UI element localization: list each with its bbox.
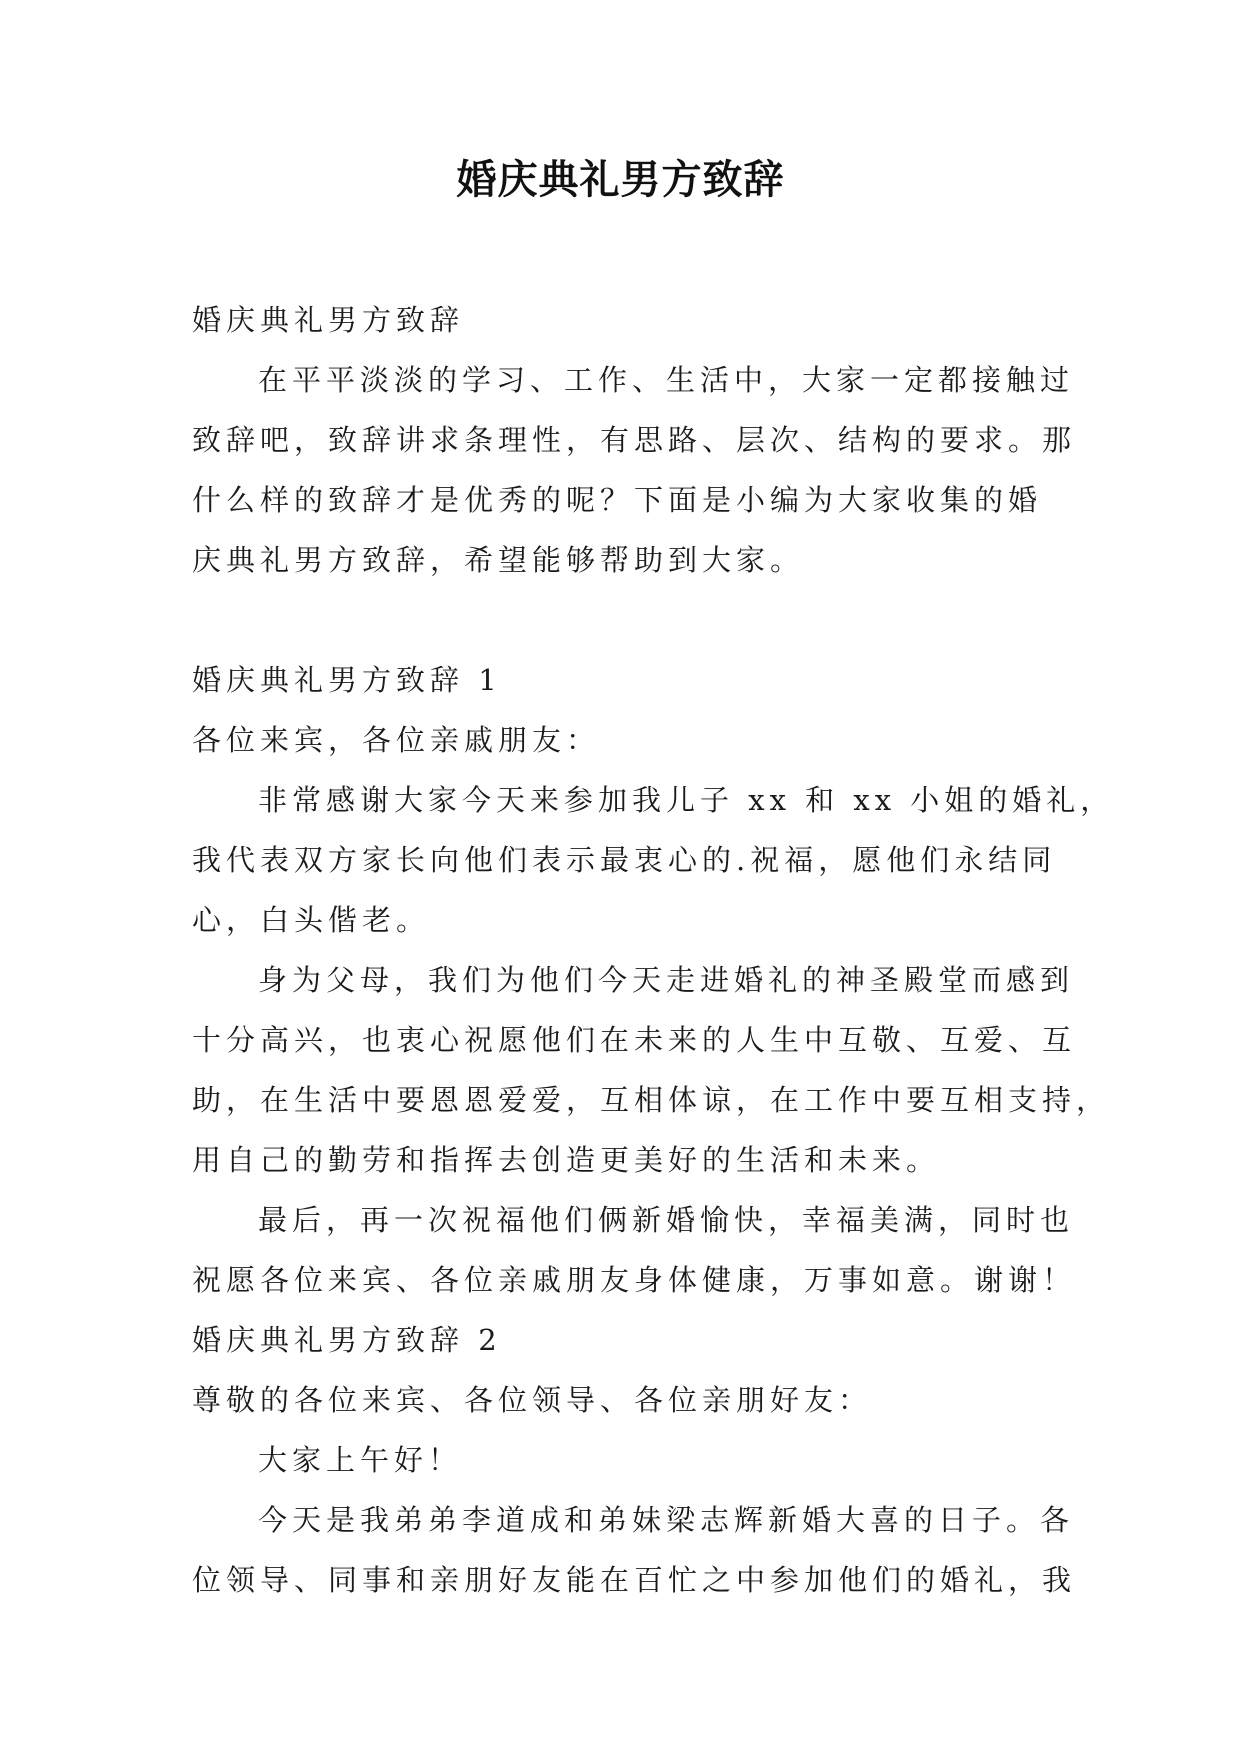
section-heading-1: 婚庆典礼男方致辞 1: [192, 663, 502, 697]
document-title: 婚庆典礼男方致辞: [456, 156, 785, 203]
salutation: 尊敬的各位来宾、各位领导、各位亲朋好友：: [192, 1383, 873, 1417]
salutation: 各位来宾，各位亲戚朋友：: [192, 723, 601, 757]
paragraph-gap: [192, 590, 1052, 650]
intro-paragraph-line: 什么样的致辞才是优秀的呢？下面是小编为大家收集的婚: [192, 483, 1043, 517]
body-paragraph-line: 用自己的勤劳和指挥去创造更美好的生活和未来。: [192, 1143, 941, 1177]
intro-paragraph-line: 在平平淡淡的学习、工作、生活中，大家一定都接触过: [258, 363, 1075, 397]
intro-paragraph-line: 致辞吧，致辞讲求条理性，有思路、层次、结构的要求。那: [192, 423, 1077, 457]
body-paragraph-line: 身为父母，我们为他们今天走进婚礼的神圣殿堂而感到: [258, 963, 1075, 997]
intro-paragraph-line: 庆典礼男方致辞，希望能够帮助到大家。: [192, 543, 805, 577]
body-paragraph-line: 今天是我弟弟李道成和弟妹梁志辉新婚大喜的日子。各: [258, 1503, 1075, 1537]
body-paragraph-line: 祝愿各位来宾、各位亲戚朋友身体健康，万事如意。谢谢！: [192, 1263, 1077, 1297]
greeting-line: 大家上午好！: [258, 1443, 463, 1477]
body-paragraph-line: 助，在生活中要恩恩爱爱，互相体谅，在工作中要互相支持，: [192, 1083, 1111, 1117]
section-heading-2: 婚庆典礼男方致辞 2: [192, 1323, 502, 1357]
body-paragraph-line: 心，白头偕老。: [192, 903, 431, 937]
document-body: [192, 290, 1115, 1610]
body-paragraph-line: 我代表双方家长向他们表示最衷心的.祝福，愿他们永结同: [192, 843, 1057, 877]
intro-heading: 婚庆典礼男方致辞: [192, 303, 465, 337]
body-paragraph-line: 最后，再一次祝福他们俩新婚愉快，幸福美满，同时也: [258, 1203, 1075, 1237]
body-paragraph-line: 位领导、同事和亲朋好友能在百忙之中参加他们的婚礼，我: [192, 1563, 1077, 1597]
body-paragraph-line: 十分高兴，也衷心祝愿他们在未来的人生中互敬、互爱、互: [192, 1023, 1077, 1057]
body-paragraph-line: 非常感谢大家今天来参加我儿子 xx 和 xx 小姐的婚礼，: [258, 783, 1115, 817]
